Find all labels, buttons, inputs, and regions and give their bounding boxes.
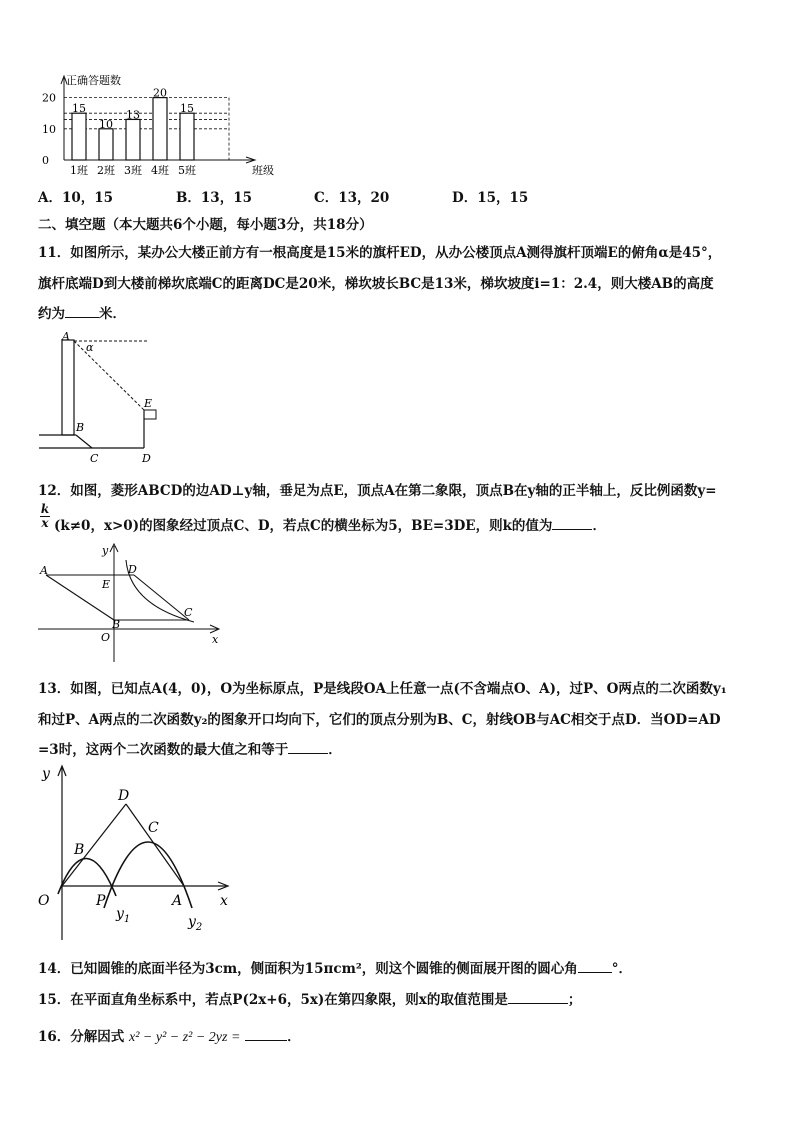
label-b: B (74, 842, 85, 858)
label-y2: $y_2$ (188, 914, 203, 933)
label-c: C (90, 452, 99, 465)
q13-line3-end: ． (328, 742, 342, 758)
label-y: y (42, 766, 50, 782)
q13-line2: 和过P、A两点的二次函数y₂的图象开口均向下，它们的顶点分别为B、C，射线OB与AC相交于点D．当OD=AD (38, 712, 721, 728)
q11-figure (34, 330, 164, 465)
fraction (40, 503, 50, 530)
q16-end: ． (287, 1029, 301, 1045)
option-b[interactable]: B．13，15 (176, 190, 252, 206)
q14 (38, 957, 762, 977)
label-b: B (112, 618, 121, 631)
q11-line3 (38, 302, 762, 322)
answer-blank[interactable] (578, 960, 612, 973)
q12-line2 (54, 514, 606, 534)
y-tick-label: 0 (42, 154, 49, 167)
q13-line1: 13．如图，已知点A(4，0)，O为坐标原点，P是线段OA上任意一点(不含端点O、A)，过P、O两点的二次函数y₁ (38, 681, 727, 697)
answer-blank[interactable] (508, 991, 568, 1004)
label-alpha: α (86, 341, 94, 354)
q11-line1: 11．如图所示，某办公大楼正前方有一根高度是15米的旗杆ED，从办公楼顶点A测得旗杆顶端E的俯角α是45°， (38, 245, 722, 261)
bar (72, 113, 86, 160)
label-p: P (96, 893, 106, 909)
data-label: 20 (153, 86, 167, 100)
frac-num: k (40, 502, 50, 516)
category-label: 2班 (97, 164, 115, 177)
q13-figure (34, 762, 244, 942)
q12-figure (34, 540, 234, 665)
data-label: 15 (180, 102, 194, 116)
answer-blank[interactable] (65, 305, 99, 318)
q12-line1: 12．如图，菱形ABCD的边AD⊥y轴，垂足为点E，顶点A在第二象限，顶点B在y轴的正半轴上，反比例函数y= (38, 483, 717, 499)
section-title: 二、填空题（本大题共6个小题，每小题3分，共18分） (38, 217, 373, 233)
y-axis-label: 正确答题数 (66, 74, 121, 87)
bar (99, 129, 113, 160)
label-b: B (76, 421, 85, 434)
label-o: O (101, 631, 111, 644)
data-label: 13 (126, 108, 140, 122)
x-axis-label: 班级 (252, 164, 274, 177)
label-d: D (118, 788, 130, 804)
q13-line3-start: =3时，这两个二次函数的最大值之和等于 (38, 742, 289, 758)
q15 (38, 988, 762, 1008)
label-x: x (220, 893, 228, 909)
q15-start: 15．在平面直角坐标系中，若点P(2x+6，5x)在第四象限，则x的取值范围是 (38, 992, 508, 1008)
bar (180, 113, 194, 160)
q15-end: ； (567, 992, 582, 1008)
label-e: E (144, 397, 153, 410)
data-label: 10 (99, 117, 113, 131)
category-label: 5班 (178, 164, 196, 177)
q11-line2: 旗杆底端D到大楼前梯坎底端C的距离DC是20米，梯坎坡长BC是13米，梯坎坡度i=1：2.4，则大楼AB的高度 (38, 276, 714, 292)
label-a: A (62, 330, 70, 343)
q14-start: 14．已知圆锥的底面半径为3cm，侧面积为15πcm²，则这个圆锥的侧面展开图的圆心角 (38, 961, 578, 977)
answer-blank[interactable] (552, 517, 592, 530)
label-o: O (38, 893, 50, 909)
label-a: A (40, 564, 48, 577)
y-tick-label: 20 (42, 91, 56, 105)
label-x: x (212, 633, 219, 646)
label-c: C (184, 606, 193, 619)
option-c[interactable]: C．13，20 (314, 190, 390, 206)
q11-line3-start: 约为 (38, 306, 65, 322)
bar-chart (30, 72, 274, 182)
q12-line2-start: (k≠0，x>0)的图象经过顶点C、D，若点C的横坐标为5，BE=3DE，则k的值为 (54, 518, 553, 534)
q16-start: 16．分解因式 (38, 1029, 125, 1045)
answer-blank[interactable] (245, 1028, 287, 1041)
label-y1: $y_1$ (116, 906, 131, 925)
label-e: E (102, 578, 111, 591)
bar (153, 98, 167, 160)
option-d[interactable]: D．15，15 (452, 190, 529, 206)
q16 (38, 1025, 762, 1046)
option-a[interactable]: A．10，15 (38, 190, 114, 206)
category-label: 1班 (70, 164, 88, 177)
label-y: y (102, 544, 109, 557)
q13-line3 (38, 738, 762, 758)
frac-den: x (41, 516, 49, 530)
q16-formula: x² − y² − z² − 2yz = (129, 1030, 241, 1045)
bar (126, 119, 140, 160)
label-d: D (142, 452, 151, 465)
category-label: 4班 (151, 164, 169, 177)
q14-end: °． (611, 961, 633, 977)
q11-line3-end: 米． (99, 306, 126, 322)
answer-blank[interactable] (288, 741, 328, 754)
label-a: A (172, 893, 183, 909)
data-label: 15 (72, 102, 86, 116)
label-c: C (148, 820, 159, 836)
y-tick-label: 10 (42, 122, 56, 136)
label-d: D (128, 563, 137, 576)
q12-line2-end: ． (592, 518, 606, 534)
category-label: 3班 (124, 164, 142, 177)
